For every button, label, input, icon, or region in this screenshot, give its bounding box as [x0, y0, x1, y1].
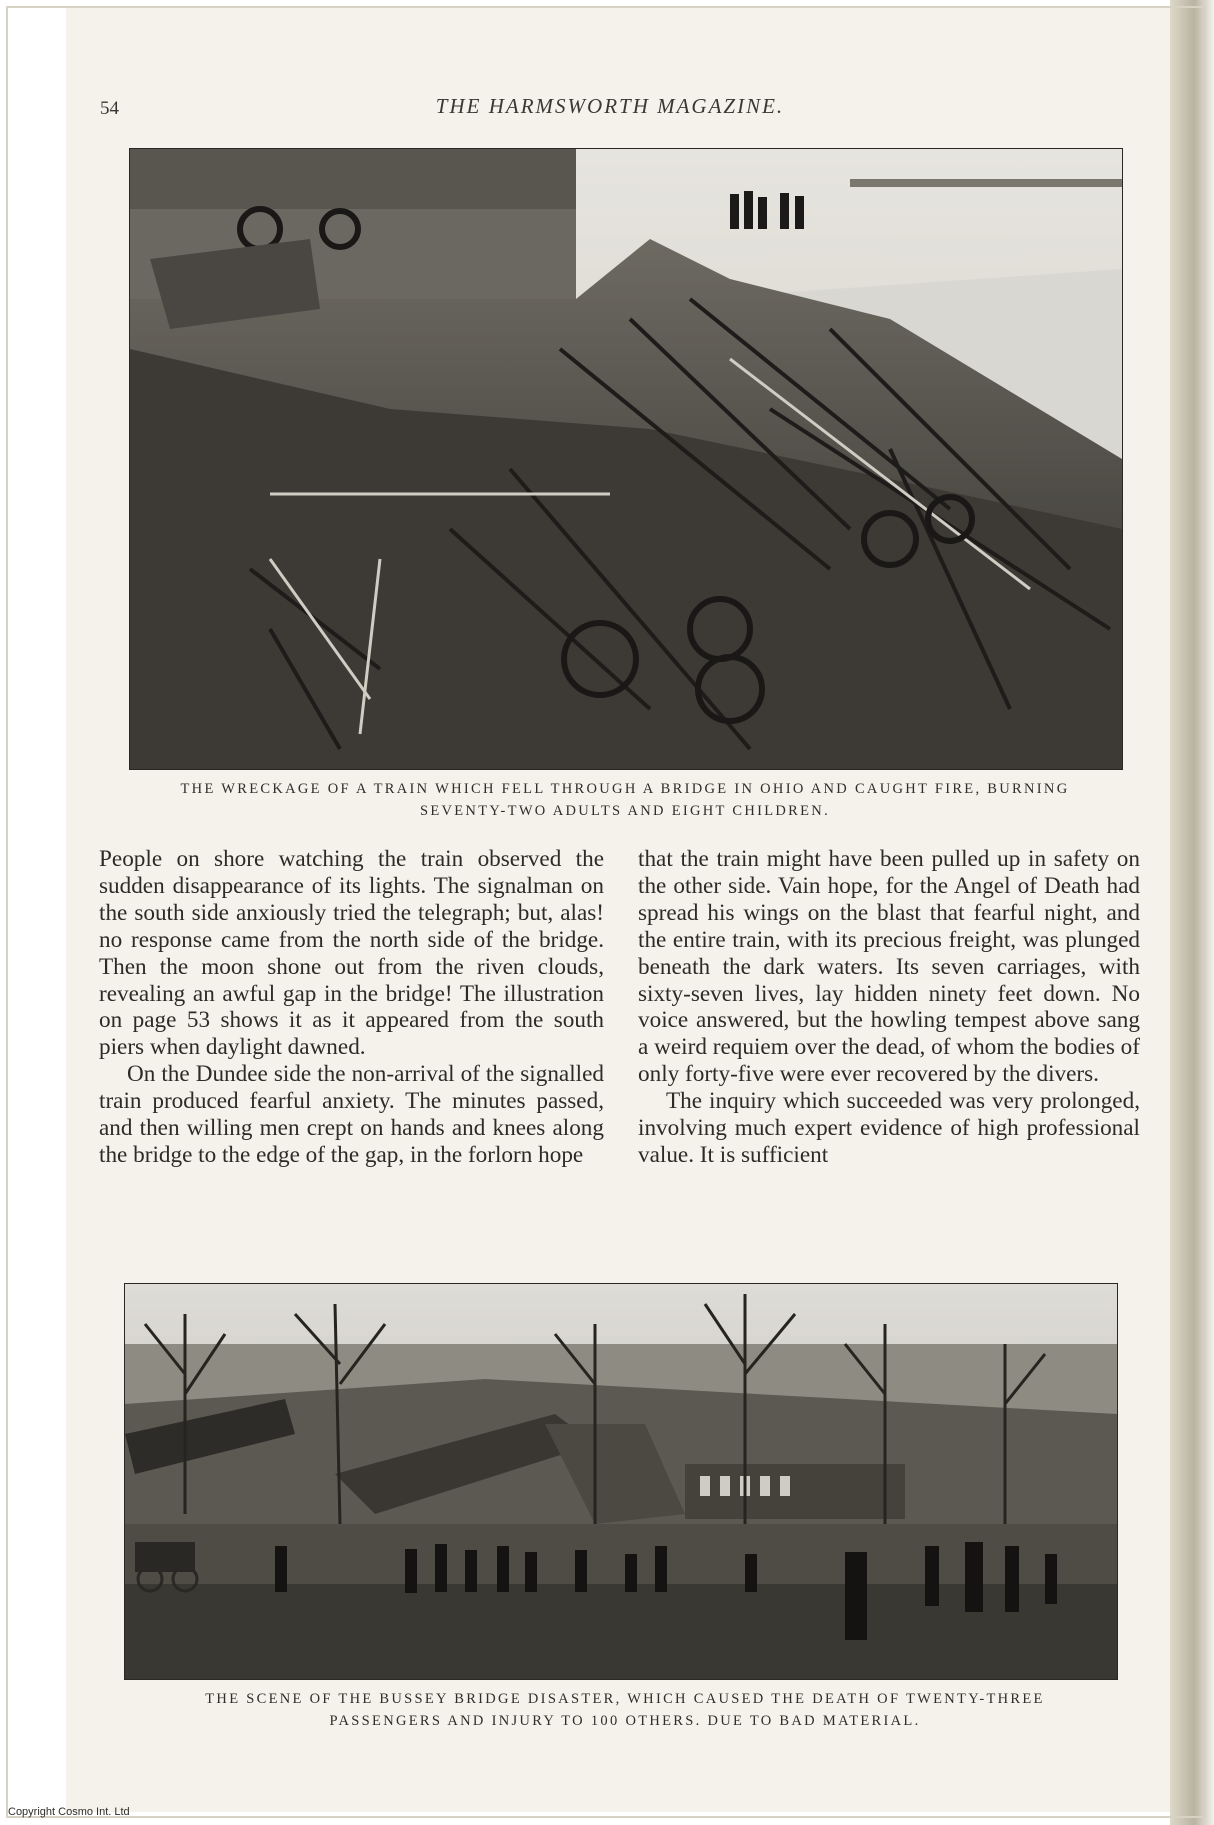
top-caption-line-1: THE WRECKAGE OF A TRAIN WHICH FELL THROUGH A BRIDGE IN OHIO AND CAUGHT FIRE, BURNING	[180, 781, 1070, 797]
bottom-photo-caption	[120, 1688, 1130, 1732]
top-photo-caption	[120, 778, 1130, 822]
running-head: THE HARMSWORTH MAGAZINE.	[435, 94, 785, 118]
bottom-caption-line-2: PASSENGERS AND INJURY TO 100 OTHERS. DUE TO BAD MATERIAL.	[329, 1713, 921, 1729]
right-text-column	[638, 846, 1140, 1169]
bottom-caption-line-1: THE SCENE OF THE BUSSEY BRIDGE DISASTER, WHICH CAUSED THE DEATH OF TWENTY-THREE	[205, 1691, 1045, 1707]
bussey-bridge-photo	[124, 1283, 1118, 1680]
copyright-notice: Copyright Cosmo Int. Ltd	[8, 1806, 130, 1818]
right-paragraph-1: that the train might have been pulled up in safety on the other side. Vain hope, for the Angel of Death had spread his wings on the blast that fearful night, and the entire train, with its precious freight, was plunged beneath the dark waters. Its seven carriages, with sixty-seven lives, lay hidden ninety feet down. No voice answered, but the howling tempest above sang a weird requiem over the dead, of whom the bodies of only forty-five were ever recovered by the divers.	[638, 846, 1140, 1088]
page-number: 54	[100, 98, 119, 119]
left-paragraph-1: People on shore watching the train observed the sudden disappearance of its lights. The signalman on the south side anxiously tried the telegraph; but, alas! no response came from the north side of the bridge. Then the moon shone out from the riven clouds, revealing an awful gap in the bridge! The illustration on page 53 shows it as it appeared from the south piers when daylight dawned.	[99, 846, 604, 1061]
left-text-column	[99, 846, 604, 1169]
left-paragraph-2: On the Dundee side the non-arrival of the signalled train produced fearful anxiety. The minutes passed, and then willing men crept on hands and knees along the bridge to the edge of the gap, in the forlorn hope	[99, 1061, 604, 1168]
right-paragraph-2: The inquiry which succeeded was very prolonged, involving much expert evidence of high professional value. It is sufficient	[638, 1088, 1140, 1168]
book-spine-shadow	[1170, 0, 1214, 1825]
wreckage-photo	[129, 148, 1123, 770]
top-caption-line-2: SEVENTY-TWO ADULTS AND EIGHT CHILDREN.	[419, 803, 830, 819]
